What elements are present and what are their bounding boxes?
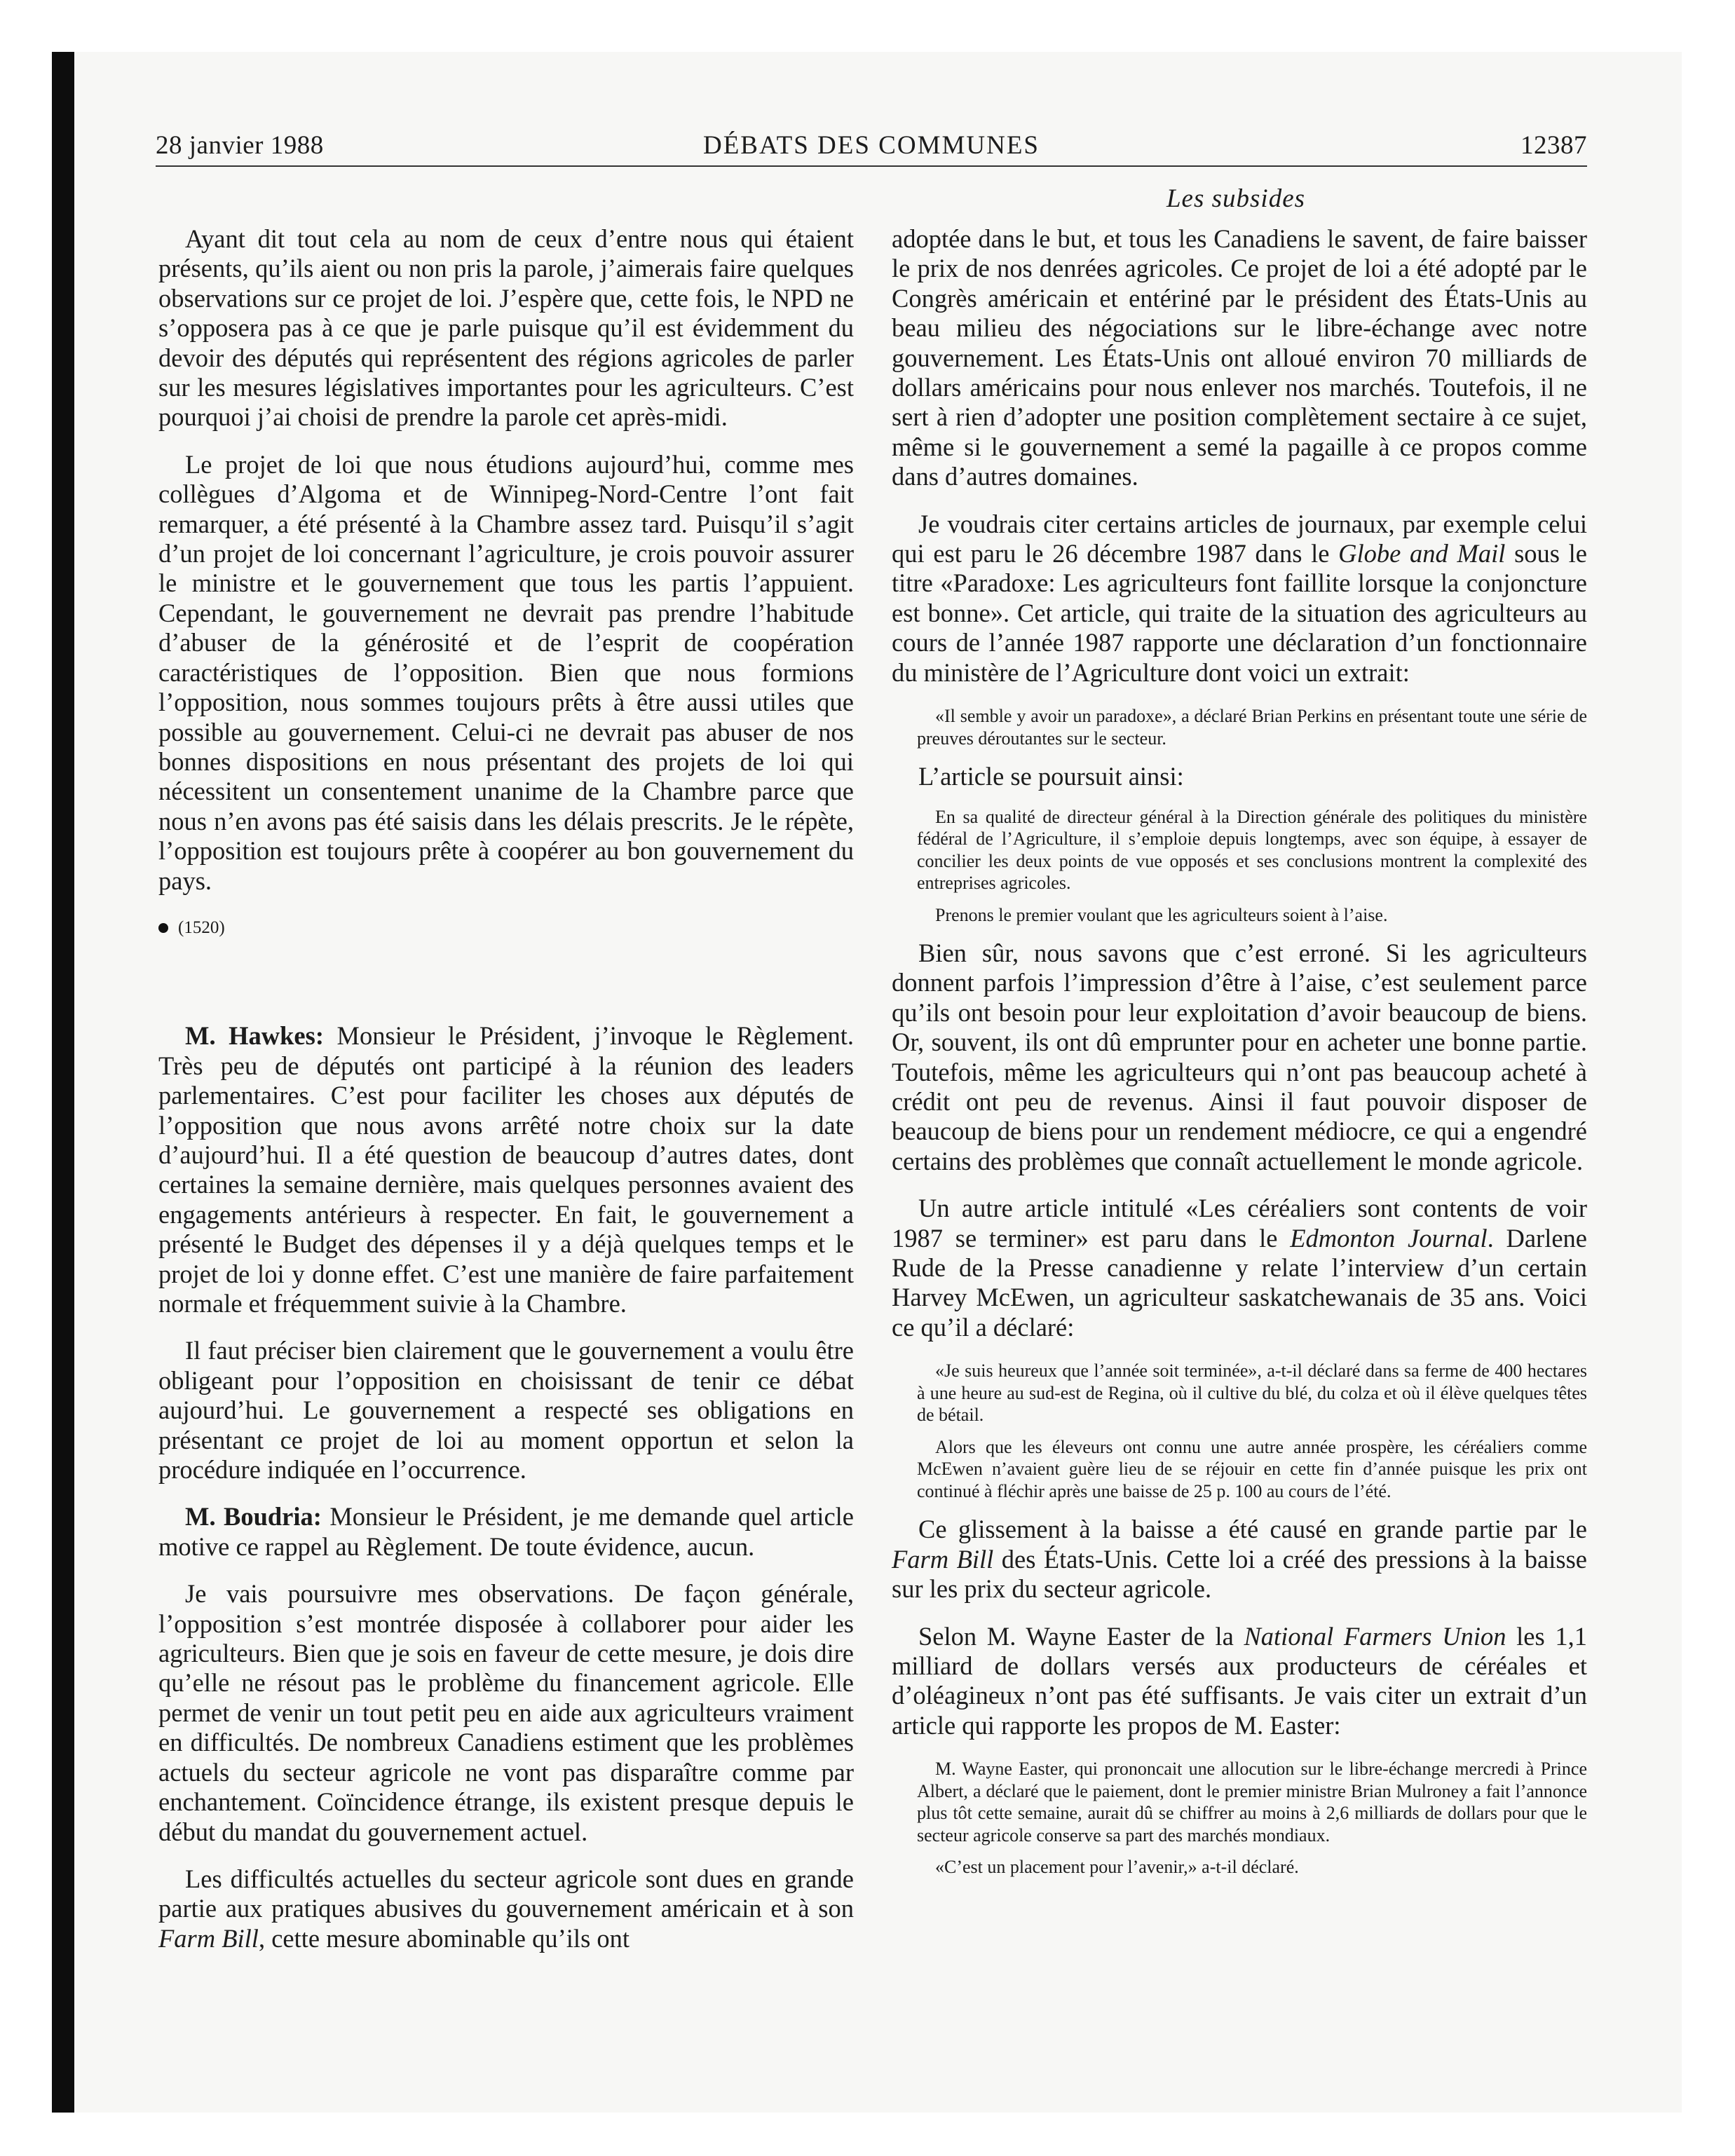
paragraph: L’article se poursuit ainsi: <box>918 762 1184 791</box>
header-rule <box>156 165 1587 167</box>
italic-title: Edmonton Journal <box>1290 1223 1488 1253</box>
paragraph-hawkes <box>158 1021 854 1318</box>
scan-border-edge <box>52 52 74 2113</box>
text-run: Je voudrais citer certains articles de journaux, par exemple celui qui est paru le 26 décembre 1987 dans le <box>892 509 1587 568</box>
running-head <box>156 130 1587 167</box>
paragraph: Le projet de loi que nous étudions aujourd’hui, comme mes collègues d’Algoma et de Winnipeg-Nord-Centre l’ont fait remarquer, a été présenté à la Chambre assez tard. Puisqu’il s’agit d’un projet de loi concernant l’agriculture, je crois pouvoir assurer le ministre et le gouvernement que tous les partis l’appuient. Cependant, le gouvernement ne devrait pas prendre l’habitude d’abuser de la générosité et de l’esprit de coopération caractéristiques de l’opposition. Bien que nous formions l’opposition, nous sommes toujours prêts à être aussi utiles que possible au gouvernement. Celui-ci ne devrait pas abuser de nos bonnes dispositions en nous présentant des projets de loi qui nécessitent un consentement unanime de la Chambre parce que nous n’en avons pas été saisis dans les délais prescrits. Je le répète, l’opposition est toujours prête à coopérer au bon gouvernement du pays. <box>158 449 854 895</box>
block-quote: Alors que les éleveurs ont connu une autre année prospère, les céréaliers comme McEwen n’avaient guère lieu de se réjouir en cette fin d’année puisque les prix ont continué à fléchir après une baisse de 25 p. 100 au cours de l’été. <box>917 1436 1587 1501</box>
right-column <box>892 224 1587 1891</box>
paragraph-continued: adoptée dans le but, et tous les Canadiens le savent, de faire baisser le prix de nos denrées agricoles. Ce projet de loi a été adopté par le Congrès américain et entériné par le président des États-Unis au beau milieu des négociations sur le libre-échange avec notre gouvernement. Les États-Unis ont alloué environ 70 milliards de dollars américains pour nous enlever nos marchés. Toutefois, il ne sert à rien d’adopter une position complètement sectaire à ce sujet, même si le gouvernement a semé la pagaille à ce propos comme dans d’autres domaines. <box>892 224 1587 491</box>
paragraph <box>892 1194 1587 1342</box>
paragraph: Bien sûr, nous savons que c’est erroné. Si les agriculteurs donnent parfois l’impression d’être à l’aise, c’est seulement parce qu’ils ont besoin pour leur exploitation d’avoir beaucoup de biens. Or, souvent, ils ont dû emprunter pour en acheter une bonne partie. Toutefois, même les agriculteurs qui n’ont pas beaucoup acheté à crédit ont peu de revenus. Ainsi il faut pouvoir disposer de beaucoup de biens pour un rendement médiocre, ce qui a engendré certains des problèmes que connaît actuellement le monde agricole. <box>892 939 1587 1175</box>
section-title: Les subsides <box>1166 184 1306 213</box>
text-run: . Darlene Rude de la Presse canadienne y relate l’interview d’un certain Harvey McEwen, un agriculteur saskatchewanais de 35 ans. Voici ce qu’il a déclaré: <box>892 1223 1587 1342</box>
italic-title: Globe and Mail <box>1338 539 1506 568</box>
text-run: Les difficultés actuelles du secteur agricole sont dues en grande partie aux pratiques abusives du gouvernement américain et à son <box>158 1864 854 1923</box>
text-run: les 1,1 milliard de dollars versés aux producteurs de céréales et d’oléagineux n’ont pas été suffisants. Je vais citer un extrait d’un article qui rapporte les propos de M. Easter: <box>892 1621 1587 1740</box>
paragraph-boudria <box>158 1502 854 1562</box>
paragraph <box>892 510 1587 688</box>
paragraph: Il faut préciser bien clairement que le gouvernement a voulu être obligeant pour l’opposition en choisissant de tenir ce débat aujourd’hui. Le gouvernement a respecté ses obligations en présentant ce projet de loi au moment opportun et selon la procédure indiquée en l’occurrence. <box>158 1336 854 1485</box>
timestamp: (1520) <box>178 917 225 937</box>
text-run: Ce glissement à la baisse a été causé en grande partie par le <box>918 1515 1587 1544</box>
paragraph <box>892 1515 1587 1604</box>
text-run: sous le titre «Paradoxe: Les agriculteurs font faillite lorsque la conjoncture est bonne». Cet article, qui traite de la situation des agriculteurs au cours de l’année 1987 rapporte une déclaration d’un fonctionnaire du ministère de l’Agriculture dont voici un extrait: <box>892 539 1588 687</box>
speech-text: Monsieur le Président, j’invoque le Règlement. Très peu de députés ont participé à la réunion des leaders parlementaires. C’est pour faciliter les choses aux députés de l’opposition que nous avons arrêté notre choix sur la date d’aujourd’hui. Il a été question de beaucoup d’autres dates, dont certaines la semaine dernière, mais quelques personnes avaient des engagements antérieurs à respecter. En fait, le gouvernement a présenté le Budget des dépenses il y a déjà quelques temps et le projet de loi y donne effet. C’est une manière de faire parfaitement normale et fréquemment suivie à la Chambre. <box>158 1021 855 1318</box>
speaker-name: M. Boudria: <box>185 1502 322 1531</box>
block-quote: «Il semble y avoir un paradoxe», a déclaré Brian Perkins en présentant toute une série de preuves déroutantes sur le secteur. <box>917 706 1587 749</box>
header-date: 28 janvier 1988 <box>156 131 324 160</box>
paragraph <box>892 1622 1587 1741</box>
paragraph <box>158 1864 854 1953</box>
header-page-number: 12387 <box>1520 131 1587 160</box>
block-quote: «Je suis heureux que l’année soit terminée», a-t-il déclaré dans sa ferme de 400 hectares à une heure au sud-est de Regina, où il cultive du blé, du colza et où il élève quelques têtes de bétail. <box>917 1360 1587 1426</box>
text-run: Un autre article intitulé «Les céréaliers sont contents de voir 1987 se terminer» est paru dans le <box>892 1194 1587 1253</box>
italic-title: National Farmers Union <box>1244 1621 1506 1651</box>
italic-title: Farm Bill <box>158 1923 259 1953</box>
block-quote: «C’est un placement pour l’avenir,» a-t-il déclaré. <box>935 1857 1299 1878</box>
block-quote: Prenons le premier voulant que les agriculteurs soient à l’aise. <box>935 904 1388 925</box>
paragraph: Je vais poursuivre mes observations. De façon générale, l’opposition s’est montrée disposée à collaborer pour aider les agriculteurs. Bien que je sois en faveur de cette mesure, je dois dire qu’elle ne résout pas le problème du financement agricole. Elle permet de venir un tout petit peu en aide aux agriculteurs vraiment en difficultés. De nombreux Canadiens estiment que les problèmes actuels du secteur agricole ne vont pas disparaître comme par enchantement. Coïncidence étrange, ils existent presque depuis le début du mandat du gouvernement actuel. <box>158 1579 854 1846</box>
text-run: , cette mesure abominable qu’ils ont <box>258 1923 630 1953</box>
header-title: DÉBATS DES COMMUNES <box>702 131 1040 160</box>
block-quote: En sa qualité de directeur général à la Direction générale des politiques du ministère fédéral de l’Agriculture, il s’emploie depuis longtemps, avec son équipe, à essayer de concilier les deux points de vue opposés et ses conclusions montrent la complexité des entreprises agricoles. <box>917 806 1587 893</box>
italic-title: Farm Bill <box>892 1544 994 1574</box>
timestamp-marker <box>158 913 854 943</box>
bullet-icon <box>158 923 168 933</box>
speaker-name: M. Hawkes: <box>185 1021 324 1051</box>
speech-text: Monsieur le Président, je me demande quel article motive ce rappel au Règlement. De toute évidence, aucun. <box>158 1502 854 1561</box>
paragraph: Ayant dit tout cela au nom de ceux d’entre nous qui étaient présents, qu’ils aient ou non pris la parole, j’aimerais faire quelques observations sur ce projet de loi. J’espère que, cette fois, le NPD ne s’opposera pas à ce que je parle puisque qu’il est évidemment du devoir des députés qui représentent des régions agricoles de parler sur les mesures législatives importantes pour les agriculteurs. C’est pourquoi j’ai choisi de prendre la parole cet après-midi. <box>158 224 854 432</box>
text-run: Selon M. Wayne Easter de la <box>918 1621 1244 1651</box>
text-run: des États-Unis. Cette loi a créé des pressions à la baisse sur les prix du secteur agricole. <box>892 1544 1587 1604</box>
block-quote: M. Wayne Easter, qui prononcait une allocution sur le libre-échange mercredi à Prince Albert, a déclaré que le paiement, dont le premier ministre Brian Mulroney a fait l’annonce plus tôt cette semaine, aurait dû se chiffrer au moins à 2,6 milliards de dollars pour que le secteur agricole conserve sa part des marchés mondiaux. <box>917 1759 1587 1845</box>
left-column <box>158 224 854 1971</box>
